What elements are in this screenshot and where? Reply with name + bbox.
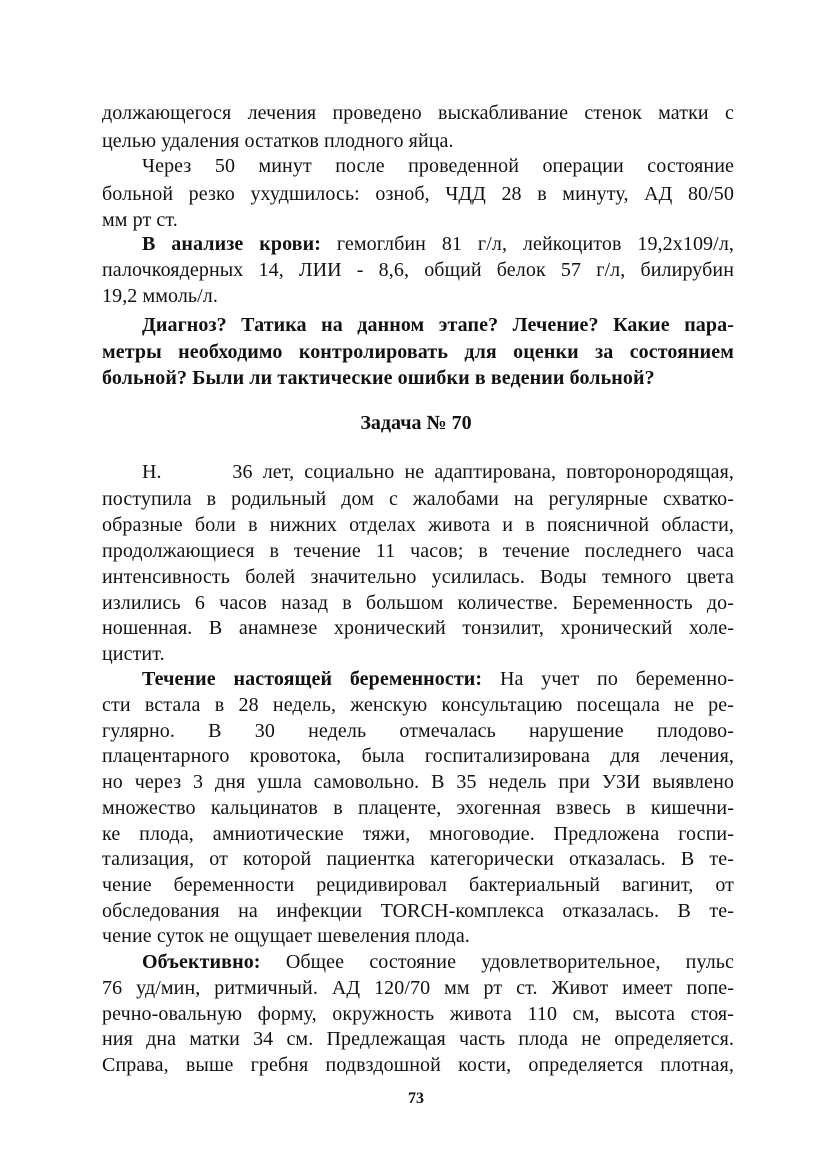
objective-line (142, 948, 734, 976)
text-line: но через 3 дня ушла самовольно. В 35 недель при УЗИ выявлено (102, 771, 734, 793)
text-line: палочкоядерных 14, ЛИИ - 8,6, общий белок 57 г/л, билирубин (102, 259, 734, 281)
text-line: 19,2 ммоль/л. (102, 285, 218, 307)
text-span: Общее состояние удовлетворительное, пульс (285, 951, 734, 973)
text-line: Н. 36 лет, социально не адаптирована, повторонородящая, (142, 461, 734, 483)
text-line: гулярно. В 30 недель отмечалась нарушение плодово- (102, 720, 734, 742)
task-title: Задача № 70 (360, 412, 472, 434)
text-line: цистит. (102, 643, 165, 665)
blood-test-label: В анализе крови: (142, 233, 321, 255)
text-line: тализация, от которой пациентка категорически отказалась. В те- (102, 848, 734, 870)
text-span: гемоглбин 81 г/л, лейкоцитов 19,2х109/л, (336, 233, 734, 255)
text-line: ния дна матки 34 см. Предлежащая часть плода не определяется. (102, 1028, 734, 1050)
text-line: ношенная. В анамнезе хронический тонзилит, хронический холе- (102, 617, 734, 639)
text-line: должающегося лечения проведено выскабливание стенок матки с (102, 102, 734, 124)
text-line: мм рт ст. (102, 209, 178, 231)
pregnancy-label: Течение настоящей беременности: (142, 668, 483, 690)
question-line: метры необходимо контролировать для оценки за состоянием (102, 341, 734, 363)
text-line: поступила в родильный дом с жалобами на регулярные схватко- (102, 488, 734, 510)
text-line: интенсивность болей значительно усилилась. Воды темного цвета (102, 566, 734, 588)
pregnancy-line (142, 665, 734, 693)
question-line: Диагноз? Татика на данном этапе? Лечение? Какие пара- (142, 314, 734, 336)
text-line: чение суток не ощущает шевеления плода. (102, 925, 470, 947)
text-line: обследования на инфекции TORCH-комплекса отказалась. В те- (102, 900, 734, 922)
text-line: больной резко ухудшилось: озноб, ЧДД 28 в минуту, АД 80/50 (102, 183, 734, 205)
text-line: 76 уд/мин, ритмичный. АД 120/70 мм рт ст. Живот имеет попе- (102, 977, 734, 999)
text-line: целью удаления остатков плодного яйца. (102, 130, 454, 152)
text-line: ке плода, амниотические тяжи, многоводие. Предложена госпи- (102, 823, 734, 845)
page-number: 73 (408, 1090, 424, 1107)
text-line: чение беременности рецидивировал бактериальный вагинит, от (102, 874, 734, 896)
question-line: больной? Были ли тактические ошибки в ведении больной? (102, 367, 655, 389)
text-line: речно-овальную форму, окружность живота 110 см, высота стоя- (102, 1003, 734, 1025)
text-line: излились 6 часов назад в большом количестве. Беременность до- (102, 592, 734, 614)
text-line: образные боли в нижних отделах живота и в поясничной области, (102, 514, 734, 536)
text-line: продолжающиеся в течение 11 часов; в течение последнего часа (102, 540, 734, 562)
text-span: На учет по беременно- (499, 668, 734, 690)
text-line: сти встала в 28 недель, женскую консультацию посещала не ре- (102, 694, 734, 716)
text-line: множество кальцинатов в плаценте, эхогенная взвесь в кишечни- (102, 797, 734, 819)
text-line: плацентарного кровотока, была госпитализирована для лечения, (102, 745, 734, 767)
objective-label: Объективно: (142, 951, 261, 973)
text-line: Справа, выше гребня подвздошной кости, определяется плотная, (102, 1054, 734, 1076)
text-line: Через 50 минут после проведенной операции состояние (142, 155, 734, 177)
blood-test-line (142, 230, 734, 258)
